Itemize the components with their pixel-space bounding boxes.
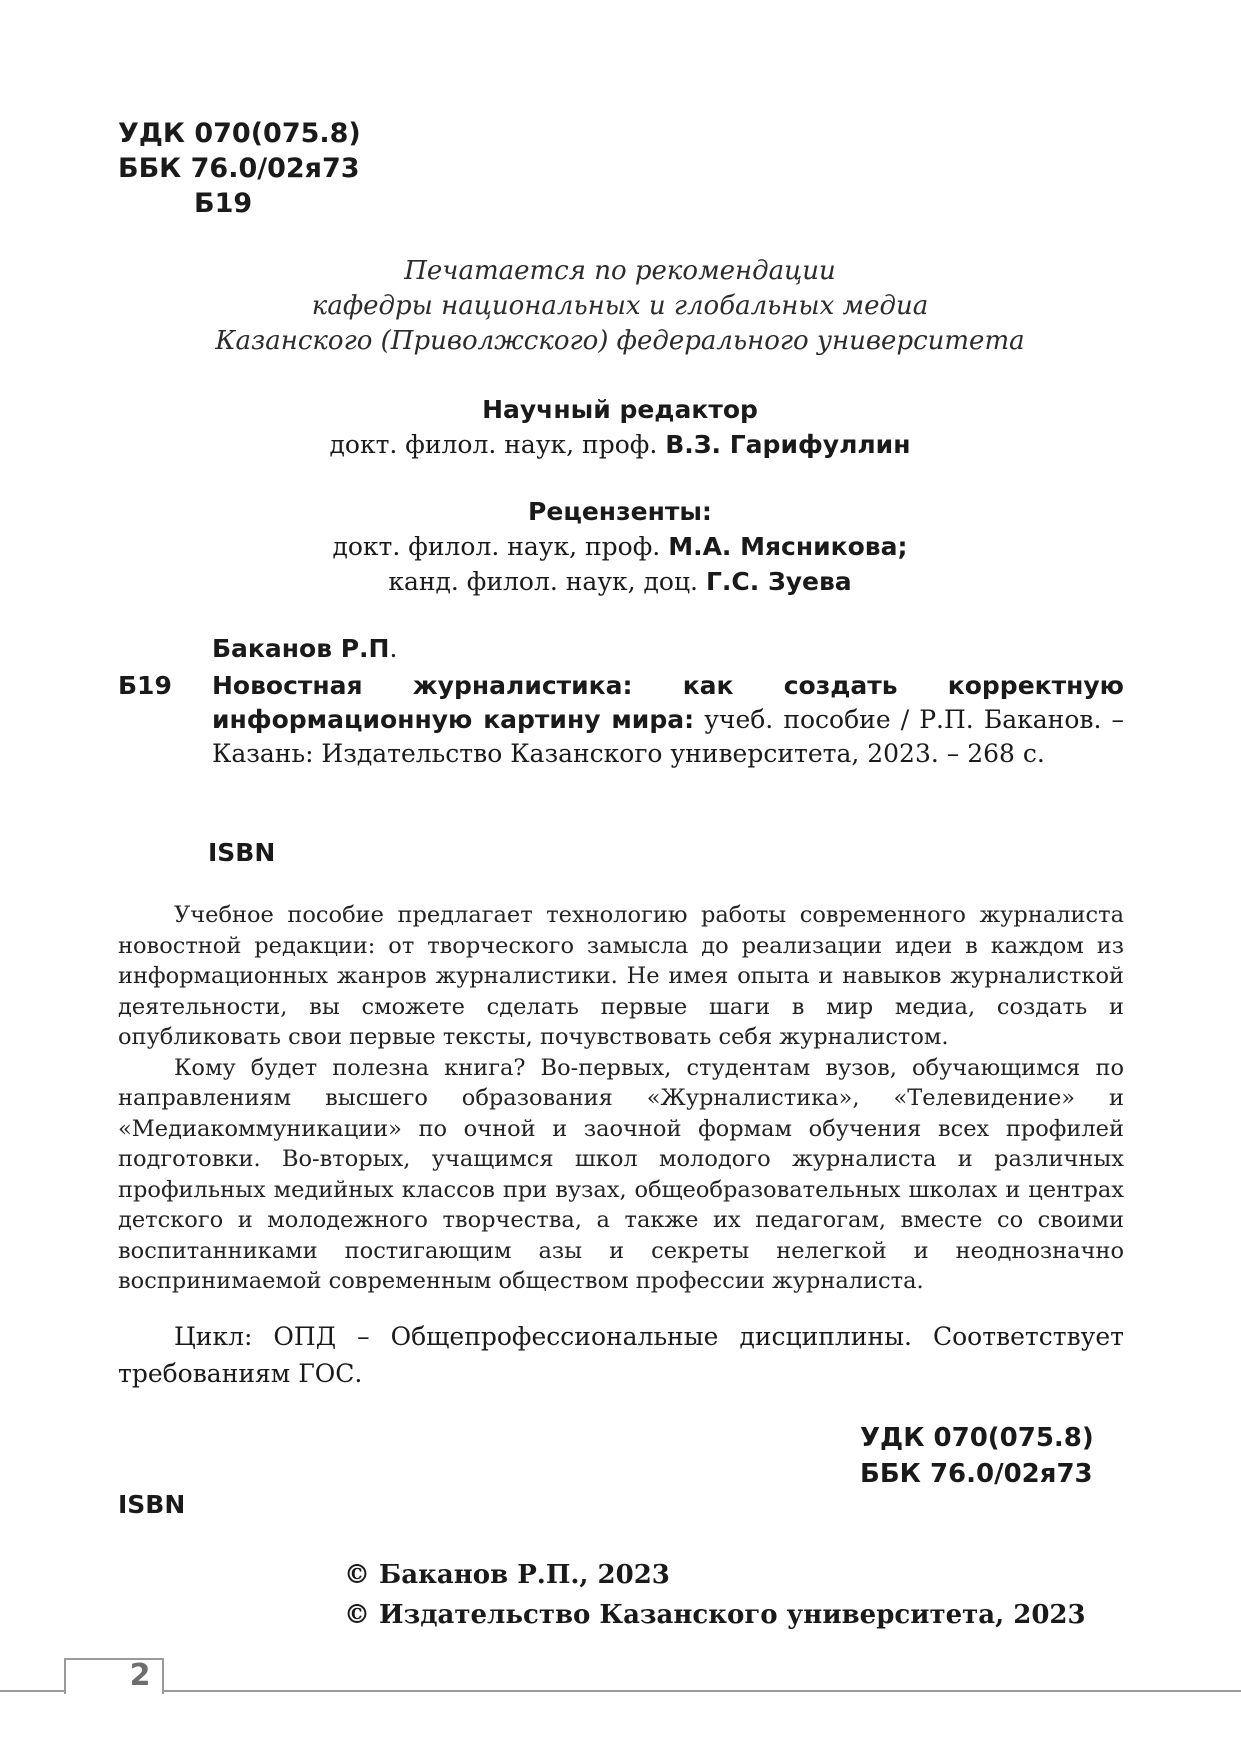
book-title: Новостная журналистика: как создать корректную информационную картину мира: [212, 671, 1124, 734]
reviewer-name: Г.С. Зуева [705, 567, 852, 596]
bib-author-dot: . [389, 634, 398, 663]
page-number: 2 [129, 1658, 151, 1693]
discipline-cycle: Цикл: ОПД – Общепрофессиональные дисциплины. Соответствует требованиям ГОС. [118, 1322, 1124, 1388]
editor-line [200, 427, 1040, 462]
annotation-paragraph: Кому будет полезна книга? Во-первых, студентам вузов, обучающимся по направлениям высшего образования «Журналистика», «Телевидение» и «Медиакоммуникации» по очной и заочной формам обучения всех профилей подготовки. Во-вторых, учащимся школ молодого журналиста и различных профильных медийных классов при вузах, общеобразовательных школах и центрах детского и молодежного творчества, а также их педагогам, вместе со своими воспитанниками постигающим азы и секреты нелегкой и неоднозначно воспринимаемой современным обществом профессии журналиста. [118, 1054, 1124, 1294]
author-mark: Б19 [194, 188, 253, 219]
recommendation-line: Печатается по рекомендации [404, 256, 836, 286]
bbk-code: ББК 76.0/02я73 [860, 1459, 1093, 1489]
classification-codes-top [118, 116, 361, 221]
reviewer-title: канд. филол. наук, доц. [388, 567, 699, 596]
annotation-paragraph: Учебное пособие предлагает технологию работы современного журналиста новостной редакции: от творческого замысла до реализации идеи в каждом из информационных жанров журналистики. Не имея опыта и навыков журналисткой деятельности, вы сможете сделать первые шаги в мир медиа, создать и опубликовать свои первые тексты, почувствовать себя журналистом. [118, 902, 1124, 1050]
bbk-code: ББК 76.0/02я73 [118, 153, 360, 184]
isbn-label: ISBN [118, 1490, 186, 1519]
bib-imprint: учеб. пособие / Р.П. Баканов. – Казань: Издательство Казанского университета, 2023. – 268 с. [212, 705, 1124, 768]
reviewer-line [200, 564, 1040, 599]
copyright-block [344, 1555, 1086, 1635]
scientific-editor-block [200, 392, 1040, 462]
recommendation-line: кафедры национальных и глобальных медиа [311, 291, 929, 321]
copyright-line: © Издательство Казанского университета, 2023 [344, 1600, 1086, 1630]
reviewers-heading: Рецензенты: [528, 497, 712, 526]
footer-rule [164, 1690, 1241, 1692]
bib-description [212, 669, 1124, 771]
editor-name: В.З. Гарифуллин [665, 430, 911, 459]
reviewer-line [200, 529, 1040, 564]
editor-title: докт. филол. наук, проф. [329, 430, 658, 459]
classification-codes-bottom [860, 1420, 1094, 1492]
udk-code: УДК 070(075.8) [118, 118, 361, 149]
publication-recommendation [180, 254, 1060, 359]
bib-author-line [212, 632, 397, 666]
annotation [118, 900, 1124, 1297]
isbn-label: ISBN [208, 838, 276, 867]
recommendation-line: Казанского (Приволжского) федерального университета [215, 326, 1025, 356]
reviewer-title: докт. филол. наук, проф. [332, 532, 661, 561]
bib-author-name: Баканов Р.П [212, 634, 390, 663]
bib-author-mark: Б19 [118, 671, 172, 700]
udk-code: УДК 070(075.8) [860, 1423, 1094, 1453]
footer-rule [0, 1690, 64, 1692]
reviewer-name: М.А. Мясникова; [668, 532, 908, 561]
editor-heading: Научный редактор [482, 395, 758, 424]
reviewers-block [200, 494, 1040, 599]
copyright-line: © Баканов Р.П., 2023 [344, 1560, 670, 1590]
